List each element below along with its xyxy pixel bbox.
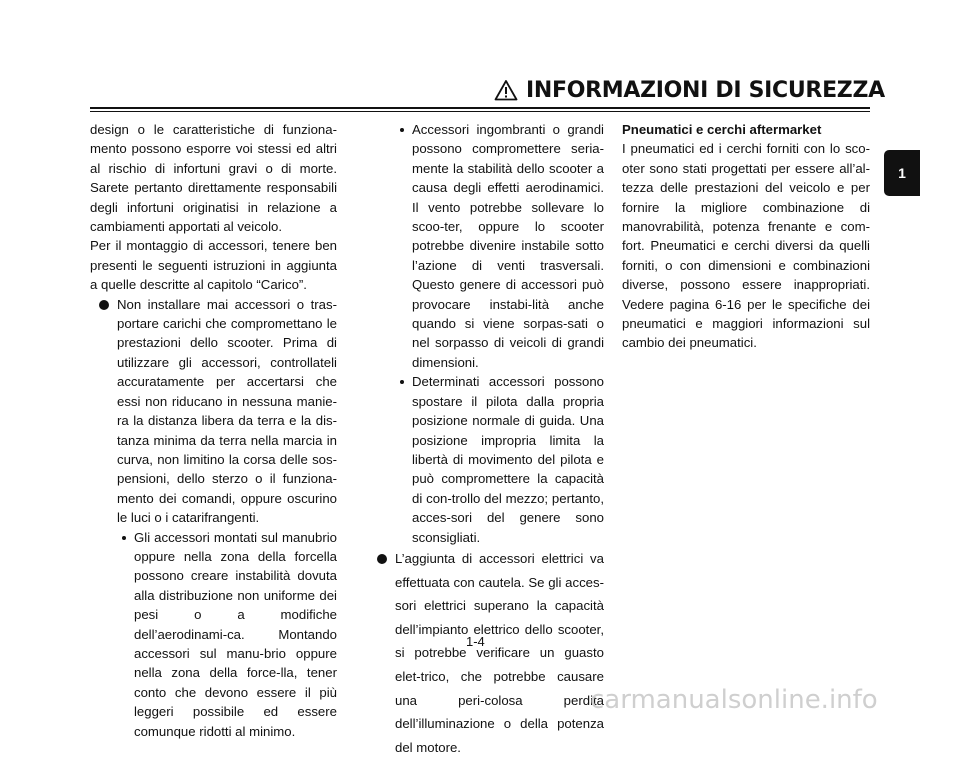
sub-item-text: Accessori ingombranti o grandi possono compromettere seria-mente la stabilità dello scooter a causa degli effetti aerodinamici. Il vento potrebbe sollevare lo scoo-ter, oppure lo scooter potrebbe divenire instabile sotto l’azione di venti trasversali. Questo genere di accessori può provocare instabi-lità anche quando si viene sorpas-sati o nel sorpasso di veicoli di grandi dimensioni.	[412, 122, 604, 370]
page-number: 1-4	[466, 634, 485, 649]
sub-item-text: Determinati accessori possono spostare il pilota dalla propria posizione normale di guida. Una posizione impropria limita la libertà di movimento del pilota e può compromettere la capacità di con-trollo del mezzo; pertanto, acces-sori del genere sono sconsigliati.	[412, 374, 604, 545]
paragraph-intro: design o le caratteristiche di funziona-mento possono esporre voi stessi ed altri al rischio di infortuni gravi o di morte. Sarete pertanto direttamente responsabili degli infortuni originatisi in relazione a cambiamenti apportati al veicolo.	[90, 122, 337, 235]
sub-bullet-dot	[122, 536, 126, 540]
sub-item-text: Gli accessori montati sul manubrio oppure nella zona della forcella possono creare instabilità dovuta alla distribuzione non uniforme dei pesi o a modifiche dell’aerodinami-ca. Montando accessori sul manu-brio oppure nella zona della force-lla, tener conto che devono essere il più leggeri possibile ed essere comunque ridotti al minimo.	[134, 529, 337, 739]
sub-bullet-dot	[400, 128, 404, 132]
sub-item-bulky	[395, 120, 604, 372]
paragraph-tyres: I pneumatici ed i cerchi forniti con lo sco-oter sono stati progettati per essere all’al-tezza delle prestazioni del veicolo e per fornire la migliore combinazione di manovrabilità, potenza frenante e com-fort. Pneumatici e cerchi diversi da quelli forniti, o con dimensioni e combinazioni diverse, possono essere inappropriati. Vedere pagina 6-16 per le specifiche dei pneumatici e maggiori informazioni sul cambio dei pneumatici.	[622, 141, 870, 351]
paragraph-accessories: Per il montaggio di accessori, tenere ben presenti le seguenti istruzioni in aggiunta a quelle descritte al capitolo “Carico”.	[90, 238, 337, 293]
watermark: carmanualsonline.info	[590, 685, 878, 715]
section-title: INFORMAZIONI DI SICUREZZA	[526, 77, 885, 103]
bullet-dot	[377, 554, 387, 564]
bullet-text: L’aggiunta di accessori elettrici va effettuata con cautela. Se gli acces-sori elettrici superano la capacità dell’impianto elettrico dello scooter, si potrebbe verificare un guasto elet-trico, che potrebbe causare una peri-colosa perdita dell’illuminazione o della potenza del motore.	[395, 550, 604, 755]
header-rule-thin	[90, 111, 870, 112]
section-header	[494, 76, 885, 104]
column-left	[90, 120, 337, 741]
bullet-item-electrical	[368, 547, 604, 759]
bullet-dot	[99, 300, 109, 310]
chapter-tab: 1	[884, 150, 920, 196]
column-right	[622, 120, 870, 353]
header-rule	[90, 107, 870, 109]
sub-item-rider-position	[395, 372, 604, 547]
bullet-item-loads	[90, 295, 337, 741]
subsection-heading: Pneumatici e cerchi aftermarket	[622, 122, 822, 137]
warning-triangle-icon	[494, 79, 518, 101]
sub-item-handlebar	[117, 528, 337, 741]
column-middle	[368, 120, 604, 759]
bullet-text: Non installare mai accessori o tras-portare carichi che compromettano le prestazioni dello scooter. Prima di utilizzare gli accessori, controllateli accuratamente per accertarsi che essi non riducano in nessuna manie-ra la distanza libera da terra e la dis-tanza minima da terra nella marcia in curva, non limitino la corsa delle sos-pensioni, dello sterzo o il funziona-mento dei comandi, oppure oscurino le luci o i catarifrangenti.	[117, 296, 337, 526]
sub-bullet-dot	[400, 380, 404, 384]
bullet-continuation	[368, 120, 604, 547]
